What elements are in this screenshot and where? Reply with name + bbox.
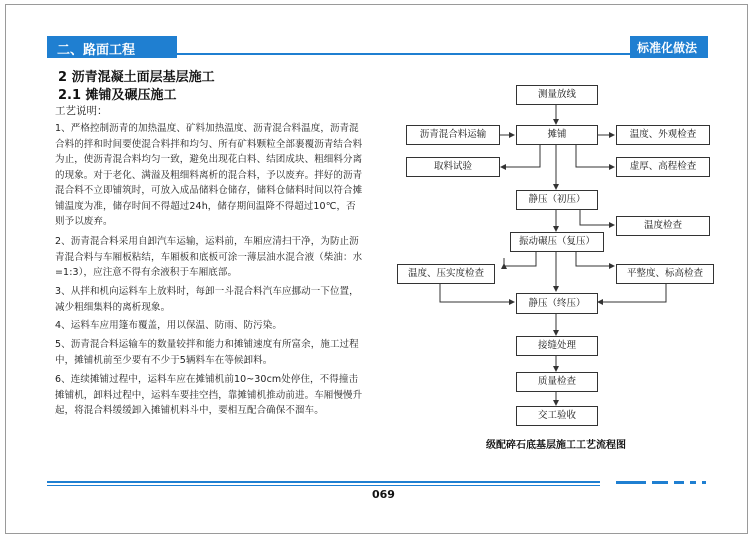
flow-survey: 测量放线 — [516, 85, 598, 105]
paragraph-5: 5、沥青混合料运输车的数量较拌和能力和摊铺速度有所富余，施工过程中，摊铺机前至少要有不少于5辆料车在等候卸料。 — [55, 339, 359, 366]
paragraph-1: 1、严格控制沥青的加热温度、矿料加热温度、沥青混合料温度，沥青混合料的拌和时间要使混合料拌和均匀、所有矿料颗粒全部裹覆沥青结合料为止，使沥青混合料均匀一致，避免出现花白料、结团成块、粗细料分离的现象。对于老化、满溢及粗细料离析的混合料，予以废弃。拌好的沥青混合料不立即铺筑时，可放入成品储料仓储存，储料仓储料时间以符合摊铺温度为准，储存时间不得超过24h，储存期间温降不得超过10℃，否则予以废弃。 — [55, 123, 363, 227]
flow-flat-elev: 平整度、标高检查 — [616, 264, 714, 284]
flow-thickness: 虚厚、高程检查 — [616, 157, 710, 177]
page-number: 069 — [372, 488, 395, 501]
chapter-heading: 2 沥青混凝土面层基层施工 — [58, 70, 215, 85]
footer-dash — [690, 481, 696, 484]
footer-rule-thin — [47, 485, 600, 486]
flow-transport: 沥青混合料运输 — [406, 125, 500, 145]
flow-joint: 接缝处理 — [516, 336, 598, 356]
flow-sampling: 取料试验 — [406, 157, 500, 177]
footer-rule — [47, 481, 600, 483]
footer-dash — [616, 481, 646, 484]
flow-paving: 摊铺 — [516, 125, 598, 145]
tag-title: 标准化做法 — [637, 41, 698, 55]
paragraph-6: 6、连续摊铺过程中，运料车应在摊铺机前10~30cm处停住，不得撞击摊铺机，卸料过程中，运料车要挂空挡，靠摊铺机推动前进。车厢慢慢升起，将混合料缓缓卸入摊铺机料斗中，要相互配合确保不溜车。 — [55, 374, 363, 416]
flow-vibro: 振动碾压（复压） — [510, 232, 604, 252]
section-title: 二、路面工程 — [57, 43, 136, 58]
process-description-label: 工艺说明： — [55, 105, 108, 117]
footer-dash — [702, 481, 706, 484]
paragraph-2: 2、沥青混合料采用自卸汽车运输，运料前，车厢应清扫干净，为防止沥青混合料与车厢板粘结，车厢板和底板可涂一薄层油水混合液（柴油：水=1:3），应注意不得有余液积于车厢底部。 — [55, 236, 363, 278]
flowchart-caption: 级配碎石底基层施工工艺流程图 — [486, 440, 626, 451]
footer-dash — [674, 481, 684, 484]
flow-temp-compact: 温度、压实度检查 — [397, 264, 495, 284]
flow-quality: 质量检查 — [516, 372, 598, 392]
flow-temp-visual: 温度、外观检查 — [616, 125, 710, 145]
section-heading: 2.1 摊铺及碾压施工 — [58, 88, 177, 103]
paragraph-3: 3、从拌和机向运料车上放料时，每卸一斗混合料汽车应挪动一下位置，减少粗细集料的离析现象。 — [55, 286, 359, 313]
flow-handover: 交工验收 — [516, 406, 598, 426]
flow-static2: 静压（终压） — [516, 293, 598, 314]
flow-temp-check: 温度检查 — [616, 216, 710, 236]
paragraph-4: 4、运料车应用篷布覆盖，用以保温、防雨、防污染。 — [55, 320, 282, 331]
footer-dash — [652, 481, 668, 484]
flow-static1: 静压（初压） — [516, 190, 598, 210]
